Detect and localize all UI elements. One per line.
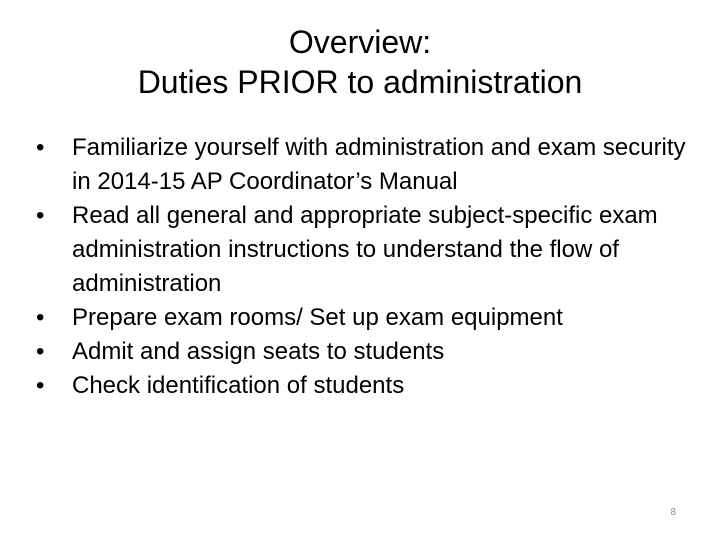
title-line: Overview:	[288, 24, 432, 60]
page-number: 8	[670, 507, 676, 518]
bullet-text: Prepare exam rooms/ Set up exam equipment	[72, 304, 563, 331]
bullet-icon: •	[36, 338, 45, 365]
bullet-item	[36, 335, 688, 369]
bullet-icon: •	[36, 134, 45, 161]
bullet-text: Check identification of students	[72, 372, 405, 399]
bullet-item	[36, 131, 688, 199]
bullet-text: Read all general and appropriate subject-specific exam administration instructions to understand the flow of administration	[72, 202, 658, 297]
bullet-icon: •	[36, 304, 45, 331]
bullet-item	[36, 199, 688, 301]
slide-title	[36, 22, 684, 102]
bullet-text: Familiarize yourself with administration and exam security in 2014-15 AP Coordinator’s Manual	[72, 134, 686, 195]
bullet-icon: •	[36, 372, 45, 399]
bullet-list	[36, 131, 688, 403]
bullet-item	[36, 369, 688, 403]
bullet-text: Admit and assign seats to students	[72, 338, 445, 365]
title-line: Duties PRIOR to administration	[137, 64, 583, 100]
bullet-item	[36, 301, 688, 335]
bullet-icon: •	[36, 202, 45, 229]
